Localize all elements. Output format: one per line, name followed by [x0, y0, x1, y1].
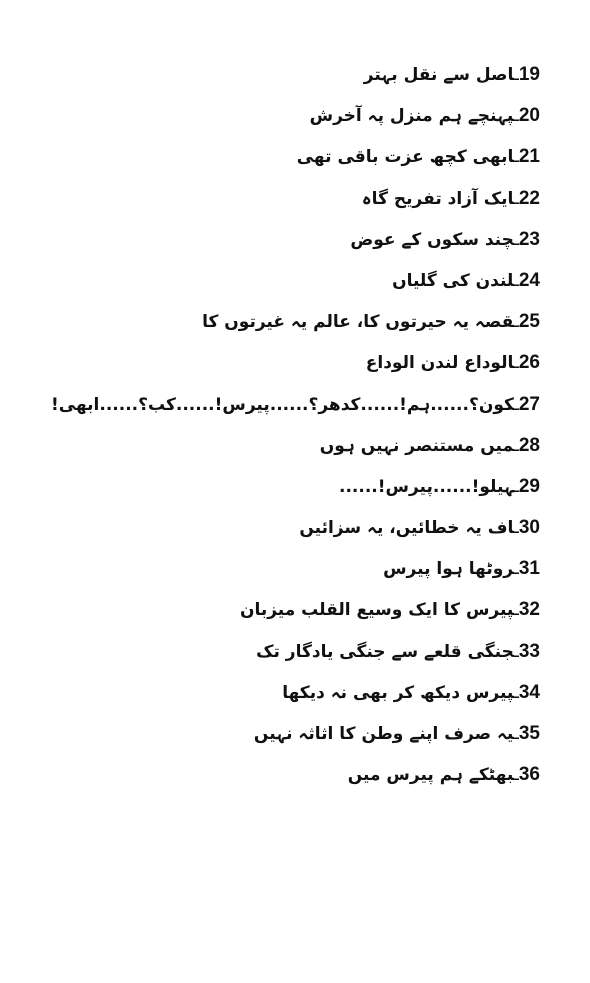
list-item: 31ـروٹھا ہوا پیرس — [383, 558, 540, 580]
chapter-title: بھٹکے ہم پیرس میں — [347, 765, 514, 786]
chapter-number: 25 — [518, 311, 540, 333]
chapter-number: 21 — [518, 146, 540, 168]
chapter-number: 30 — [518, 517, 540, 539]
chapter-title: روٹھا ہوا پیرس — [383, 559, 514, 580]
chapter-number: 31 — [518, 558, 540, 580]
chapter-number: 24 — [518, 269, 540, 291]
list-item: 20ـپہنچے ہم منزل پہ آخرش — [309, 105, 540, 127]
list-item: 36ـبھٹکے ہم پیرس میں — [347, 764, 540, 786]
chapter-title: لندن کی گلیاں — [392, 270, 514, 291]
chapter-number: 19 — [518, 64, 540, 85]
list-item: 27ـکون؟......ہم!......کدھر؟......پیرس!......کب؟......ابھی! — [51, 393, 540, 415]
chapter-number: 35 — [518, 723, 540, 744]
list-item: 34ـپیرس دیکھ کر بھی نہ دیکھا — [282, 681, 540, 703]
chapter-title: الوداع لندن الوداع — [365, 353, 514, 374]
chapter-title: چند سکوں کے عوض — [350, 229, 514, 250]
table-of-contents — [40, 54, 540, 795]
chapter-number: 23 — [518, 228, 540, 250]
chapter-number: 34 — [518, 681, 540, 703]
chapter-title: اف یہ خطائیں، یہ سزائیں — [299, 518, 514, 539]
chapter-number: 33 — [518, 640, 540, 662]
chapter-title: جنگی قلعے سے جنگی یادگار تک — [256, 641, 514, 662]
list-item: 33ـجنگی قلعے سے جنگی یادگار تک — [256, 640, 540, 662]
list-item: 32ـپیرس کا ایک وسیع القلب میزبان — [239, 599, 540, 621]
chapter-number: 20 — [518, 105, 540, 127]
chapter-number: 32 — [518, 599, 540, 621]
chapter-title: قصہ یہ حیرتوں کا، عالم یہ غیرتوں کا — [202, 312, 514, 333]
chapter-title: ایک آزاد تفریح گاہ — [361, 188, 514, 209]
chapter-title: پیرس کا ایک وسیع القلب میزبان — [239, 600, 514, 621]
list-item: 26ـالوداع لندن الوداع — [365, 352, 540, 374]
list-item: 30ـاف یہ خطائیں، یہ سزائیں — [299, 517, 540, 539]
chapter-number: 26 — [518, 352, 540, 374]
list-item: 19ـاصل سے نقل بہتر — [363, 64, 540, 85]
list-item: 35ـیہ صرف اپنے وطن کا اثاثہ نہیں — [253, 723, 540, 744]
chapter-title: یہ صرف اپنے وطن کا اثاثہ نہیں — [253, 724, 514, 744]
chapter-number: 28 — [518, 434, 540, 456]
chapter-title: کون؟......ہم!......کدھر؟......پیرس!......کب؟......ابھی! — [51, 394, 514, 415]
list-item: 23ـچند سکوں کے عوض — [350, 228, 540, 250]
chapter-title: ہیلو!......پیرس!...... — [339, 476, 514, 497]
list-item: 28ـمیں مستنصر نہیں ہوں — [319, 434, 540, 456]
chapter-number: 29 — [518, 475, 540, 497]
chapter-title: ابھی کچھ عزت باقی تھی — [296, 147, 514, 168]
list-item: 21ـابھی کچھ عزت باقی تھی — [296, 146, 540, 168]
list-item: 24ـلندن کی گلیاں — [392, 269, 540, 291]
chapter-title: پیرس دیکھ کر بھی نہ دیکھا — [282, 682, 514, 703]
chapter-number: 27 — [518, 393, 540, 415]
chapter-title: اصل سے نقل بہتر — [363, 65, 514, 85]
list-item: 29ـہیلو!......پیرس!...... — [339, 475, 540, 497]
chapter-number: 36 — [518, 764, 540, 786]
chapter-title: میں مستنصر نہیں ہوں — [319, 435, 514, 456]
list-item: 25ـقصہ یہ حیرتوں کا، عالم یہ غیرتوں کا — [202, 311, 540, 333]
list-item: 22ـایک آزاد تفریح گاہ — [361, 187, 540, 209]
chapter-number: 22 — [518, 187, 540, 209]
chapter-title: پہنچے ہم منزل پہ آخرش — [309, 106, 514, 127]
